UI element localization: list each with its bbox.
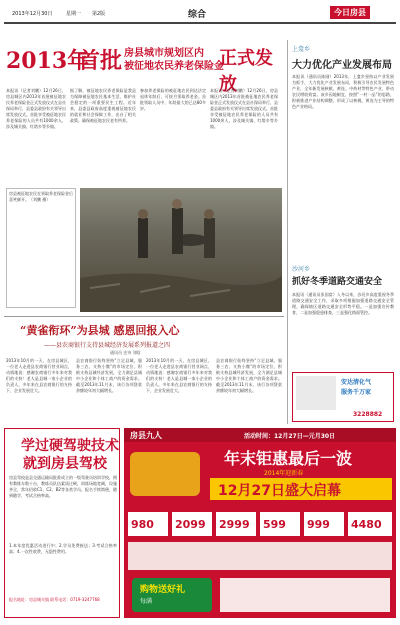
price-value-6: 4480 (351, 518, 382, 531)
mid-body-1: 2013年10月的一天，在房县城区，一位老人走进县农商银行营业网点，动情地说：感谢农商银行多年来对我们的支持！老人是县城一家小企业的负责人，多年来在县农商银行的支持下，企业发展壮大。 (6, 358, 72, 393)
price-tag-1 (128, 512, 168, 536)
page-header (4, 6, 396, 22)
photo-caption: 房县被征地农民在领取养老保险金后喜笑颜开。（刘鹏 摄） (9, 191, 73, 202)
sidebar-note-box (6, 188, 76, 308)
ds-points: 1.本年度优惠活动进行中；2.学员免费接送；3.考试合格率高；4.一次性收费，无隐性费用。 (9, 543, 117, 554)
lead-body-4: 本报讯（记者刘鹏）12月26日，房县城区内2013年首批被征地农民养老保险金正式发放仪式在县社保局举行，县委县政府有关领导出席发放仪式。首批享受被征地农民养老保险的人员共有1000余人，涉及城关镇、红塔乡等乡镇。 (210, 88, 278, 129)
gas-ad-logo (296, 376, 336, 410)
headline-last: 正式发放 (219, 48, 273, 95)
promo-open-banner (210, 478, 392, 500)
price-value-2: 2099 (175, 518, 206, 531)
mid-article-title: “黄雀衔环”为县城 感恩回报入心 (20, 324, 180, 337)
gas-ad-box (292, 372, 394, 422)
kicker-shahe: 沙河乡 (292, 266, 311, 273)
gas-ad-label-1: 安达清化气 (341, 379, 372, 386)
promo-gift-sub: 每满 (140, 598, 153, 605)
headline-first: 首批 (78, 48, 123, 74)
right-title-2: 抓好冬季道路交通安全 (292, 277, 383, 287)
farmers-illustration (80, 188, 282, 312)
promo-store-name: 房县九人 (130, 431, 162, 440)
mid-body-2: 县农商银行始终坚持“立足县域、服务三农、支持小微”的市场定位，积极支持县城经济发展，全力满足县城中小企业和个体工商户的资金需求。截至2013年11月末，该行各项贷款余额较年初大幅增长。 (76, 358, 142, 393)
promo-dates: 活动时间：12月27日—元月30日 (244, 433, 336, 440)
mid-article-byline: 通讯员 史诗 刘晗 (110, 350, 141, 355)
farm-photo (80, 188, 282, 312)
lead-body-3: 参加养老保险的被征地农民到达法定退休年龄后，可按月领取养老金。首批领取人员中，年龄最大的已达80多岁。 (140, 88, 206, 111)
price-tag-6 (348, 512, 392, 536)
mid-body-3: 2013年10月的一天，在房县城区，一位老人走进县农商银行营业网点，动情地说：感谢农商银行多年来对我们的支持！老人是县城一家小企业的负责人，多年来在县农商银行的支持下，企业发展壮大。 (146, 358, 212, 393)
header-section: 综合 (188, 10, 207, 20)
ds-title-2: 就到房县驾校 (23, 456, 107, 472)
promo-fine-print (220, 578, 390, 612)
mid-body-4: 县农商银行始终坚持“立足县域、服务三农、支持小微”的市场定位，积极支持县城经济发展，全力满足县城中小企业和个体工商户的资金需求。截至2013年11月末，该行各项贷款余额较年初大幅增长。 (216, 358, 282, 393)
promo-open-text: 12月27日盛大启幕 (218, 483, 341, 499)
lead-body-2: 据了解，被征地农民养老保险是我县为保障被征地农民基本生活、维护社会稳定的一项重要民生工程。近年来，县委县政府高度重视被征地农民的就业和社会保障工作，出台了相关政策，确保被征地农民老有所养。 (70, 88, 136, 123)
right-body-2: 本报讯（通讯员张国富）入冬以来，沙河乡高度重视冬季道路交通安全工作，采取多项措施加强道路交通安全管理，确保辖区道路交通安全形势平稳。一是加强宣传教育，二是加强隐患排查，三是强化路面管控。 (292, 292, 394, 315)
lead-headline (6, 40, 286, 95)
promo-anniversary-badge (130, 452, 200, 496)
headline-small-b: 被征地农民养老保险金 (124, 61, 224, 72)
gas-ad-phone: 3228882 (353, 411, 383, 418)
price-tag-3 (216, 512, 256, 536)
driving-school-ad (4, 428, 120, 618)
promo-sub: 2014年迎新春 (264, 470, 304, 477)
headline-small-a: 房县城市规划区内 (124, 48, 204, 59)
promo-headline: 年末钜惠最后一波 (224, 449, 353, 468)
promo-gift-badge-text: 购物送好礼 (140, 585, 186, 595)
masthead-logo: 今日房县 (330, 6, 370, 19)
price-value-1: 980 (131, 518, 154, 531)
ds-title-1: 学过硬驾驶技术 (21, 438, 119, 454)
mid-article-subtitle: ——县农商银行支持县城经济发展系列报道之四 (44, 342, 171, 349)
right-body-1: 本报讯（通讯员陈刚）2013年，上龛乡坚持以产业发展为抓手，大力优化产业发展布局，积极引导农民发展特色产业，全年新发展核桃、黄连、中药材等特色产业，带动农民增收致富。该乡因地制宜，按照“一村一品”的思路，积极推进产业结构调整，形成了以核桃、黄连为主导的特色产业格局。 (292, 74, 394, 109)
ds-contact: 报名地址：房县城关镇 联系电话：0719-3247768 (9, 597, 100, 602)
header-page: 第2版 (92, 11, 106, 17)
promo-gift-badge (132, 578, 212, 612)
header-weekday: 星期一 (66, 11, 82, 17)
gas-ad-label-2: 服务千万家 (341, 389, 372, 396)
lead-body-1: 本报讯（记者刘鹏）12月26日，房县城区内2013年首批被征地农民养老保险金正式发放仪式在县社保局举行，县委县政府有关领导出席发放仪式。首批享受被征地农民养老保险的人员共有1000余人，涉及城关镇、红塔乡等乡镇。 (6, 88, 66, 129)
price-tag-2 (172, 512, 212, 536)
price-row (128, 512, 392, 540)
header-date: 2013年12月30日 (12, 11, 53, 17)
headline-prefix: 2013年 (6, 48, 90, 74)
right-column-divider (287, 40, 288, 424)
ds-body: 房县驾校是县交通运输局批准成立的一级驾驶员培训学校，拥有教练车数十台，教练员队伍素质过硬，训练场地宽阔，设施齐全，常年招收C1、C2、B2等各类学员。报名手续简便，随到随学，考试合格率高。 (9, 475, 117, 498)
price-value-3: 2999 (219, 518, 250, 531)
kicker-shangkan: 上龛乡 (292, 46, 311, 53)
price-value-5: 999 (307, 518, 330, 531)
price-tag-4 (260, 512, 300, 536)
right-title-1: 大力优化产业发展布局 (292, 60, 392, 71)
price-tag-5 (304, 512, 344, 536)
promo-ad (124, 428, 396, 618)
product-strip (128, 542, 392, 570)
price-value-4: 599 (263, 518, 286, 531)
